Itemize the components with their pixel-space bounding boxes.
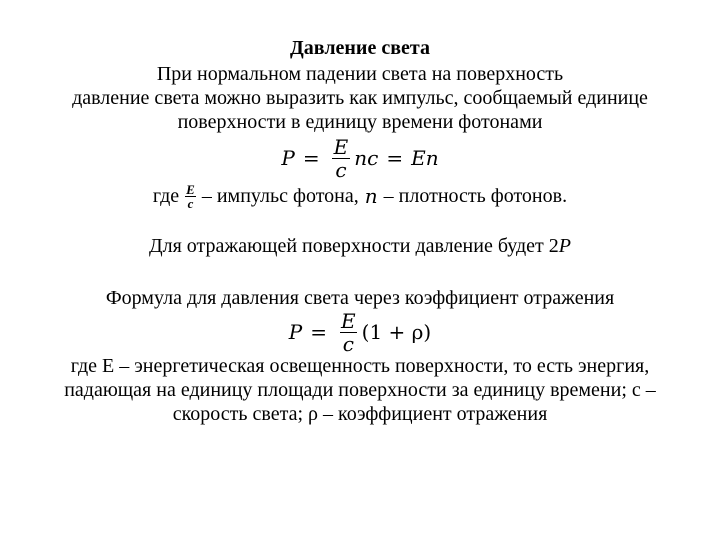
- formula2-fraction: [338, 310, 359, 355]
- where-line-1: [0, 180, 720, 212]
- intro-line-2: давление света можно выразить как импульс, сообщаемый единице: [72, 87, 648, 109]
- explanation-line-1: где E – энергетическая освещенность поверхности, то есть энергия,: [70, 355, 650, 377]
- slide-title: Давление света: [290, 37, 430, 59]
- formula1-rhs: En: [411, 146, 439, 170]
- pressure-formula: [0, 308, 720, 356]
- intro-line-3: поверхности в единицу времени фотонами: [177, 111, 543, 133]
- formula1-lhs: P: [281, 146, 295, 170]
- reflect-var: P: [558, 235, 571, 257]
- where1-numerator: E: [186, 181, 195, 197]
- intro-line-1: При нормальном падении света на поверхность: [156, 63, 564, 85]
- formula2-eq: =: [310, 320, 328, 344]
- formula2-numerator: E: [341, 308, 356, 333]
- reflect-line: [0, 234, 720, 258]
- formula2-denominator: c: [340, 332, 357, 355]
- where1-var: n: [364, 184, 378, 208]
- formula1-denominator: c: [332, 158, 349, 181]
- formula2-lhs: P: [288, 320, 303, 344]
- formula2-rhs: (1 + ρ): [361, 320, 432, 344]
- formula1-eq2: =: [386, 146, 404, 170]
- formula-heading: Формула для давления света через коэффициент отражения: [105, 287, 615, 309]
- formula1-numerator: E: [333, 134, 349, 159]
- where1-denominator: c: [185, 196, 197, 210]
- formula1-fraction: [331, 136, 352, 181]
- formula1-mid: nc: [354, 146, 379, 170]
- explanation-line-2: падающая на единицу площади поверхности за единицу времени; с –: [64, 379, 656, 401]
- where1-fraction: [183, 183, 198, 210]
- reflect-text: Для отражающей поверхности давление будет 2: [148, 235, 559, 257]
- where1-text2: – плотность фотонов.: [383, 184, 568, 207]
- momentum-formula: [0, 134, 720, 182]
- where1-text1: – импульс фотона,: [201, 184, 359, 207]
- formula1-eq1: =: [302, 146, 320, 170]
- where1-prefix: где: [152, 184, 180, 207]
- explanation-line-3: скорость света; ρ – коэффициент отражения: [172, 403, 548, 425]
